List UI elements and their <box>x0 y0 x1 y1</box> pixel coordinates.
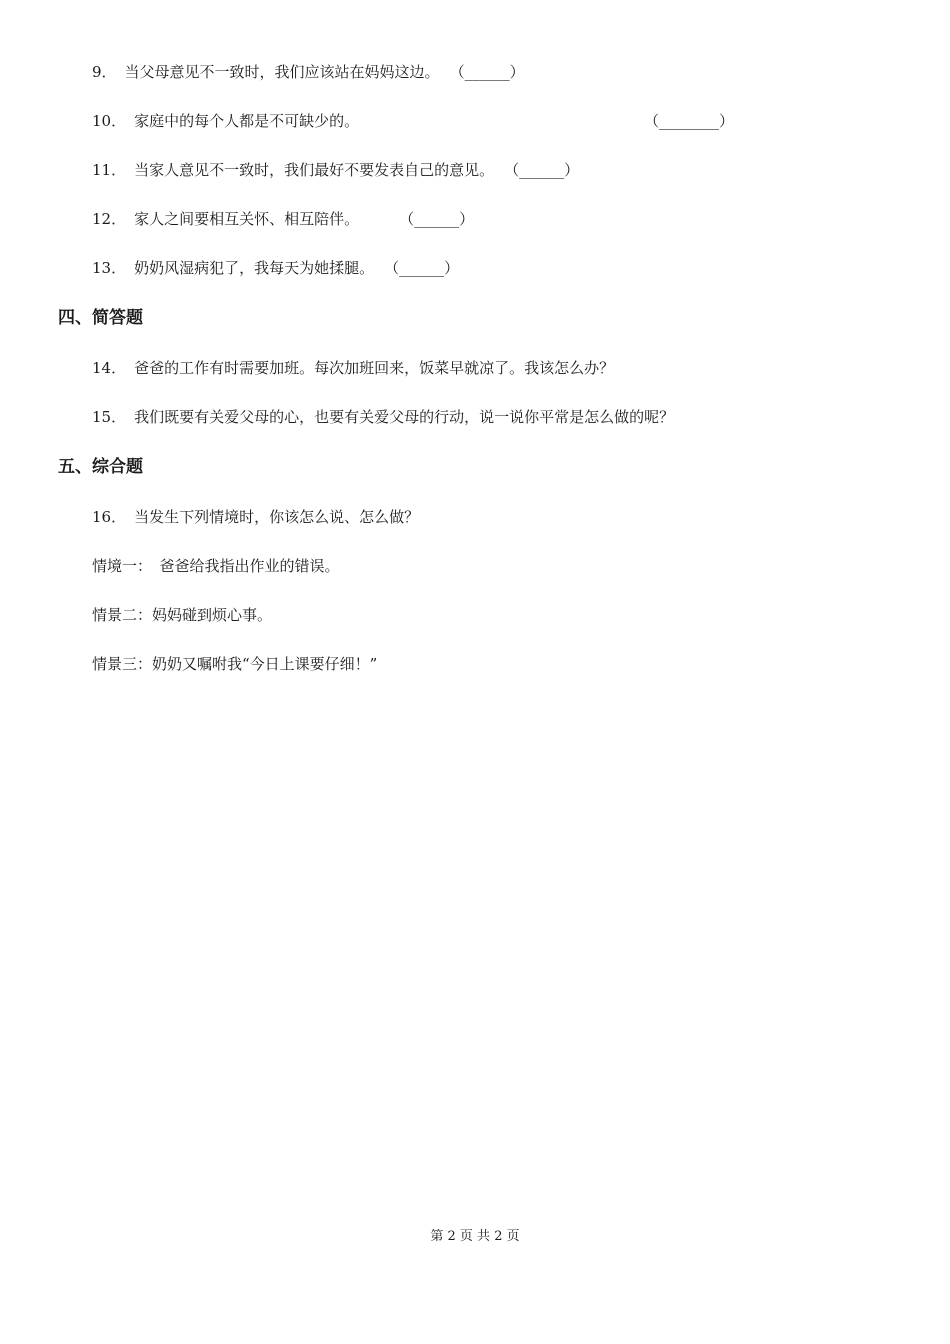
section-heading-short-answer: 四、简答题 <box>58 308 143 328</box>
question-number: 10． <box>92 112 127 130</box>
scene-1: 情境一： 爸爸给我指出作业的错误。 <box>92 557 340 575</box>
question-number: 16． <box>92 508 127 526</box>
section-heading-comprehensive: 五、综合题 <box>58 457 143 477</box>
answer-blank[interactable]: （______） <box>449 63 525 81</box>
question-13 <box>92 258 459 278</box>
question-text: 家人之间要相互关怀、相互陪伴。 <box>134 210 360 228</box>
answer-blank[interactable]: （______） <box>384 259 460 277</box>
question-number: 12． <box>92 210 127 228</box>
answer-blank[interactable]: （______） <box>504 161 580 179</box>
question-16 <box>92 507 419 527</box>
question-text: 爸爸的工作有时需要加班。每次加班回来，饭菜早就凉了。我该怎么办？ <box>134 359 615 377</box>
question-14 <box>92 358 614 378</box>
question-number: 11． <box>92 161 127 179</box>
question-15 <box>92 407 674 427</box>
question-number: 15． <box>92 408 127 426</box>
question-10 <box>92 111 735 131</box>
page-footer: 第 2 页 共 2 页 <box>430 1229 520 1244</box>
question-text: 家庭中的每个人都是不可缺少的。 <box>134 112 360 130</box>
question-12 <box>92 209 474 229</box>
answer-blank[interactable]: （________） <box>644 112 735 130</box>
answer-blank[interactable]: （______） <box>399 210 475 228</box>
scene-3: 情景三：奶奶又嘱咐我“今日上课要仔细！” <box>92 655 378 673</box>
question-text: 奶奶风湿病犯了，我每天为她揉腿。 <box>134 259 375 277</box>
question-number: 9． <box>92 63 117 81</box>
question-11 <box>92 160 579 180</box>
question-number: 13． <box>92 259 127 277</box>
question-text: 我们既要有关爱父母的心，也要有关爱父母的行动，说一说你平常是怎么做的呢？ <box>134 408 675 426</box>
question-number: 14． <box>92 359 127 377</box>
question-9 <box>92 62 525 82</box>
question-text: 当家人意见不一致时，我们最好不要发表自己的意见。 <box>134 161 495 179</box>
question-text: 当父母意见不一致时，我们应该站在妈妈这边。 <box>124 63 440 81</box>
scene-2: 情景二：妈妈碰到烦心事。 <box>92 606 273 624</box>
question-text: 当发生下列情境时，你该怎么说、怎么做？ <box>134 508 420 526</box>
